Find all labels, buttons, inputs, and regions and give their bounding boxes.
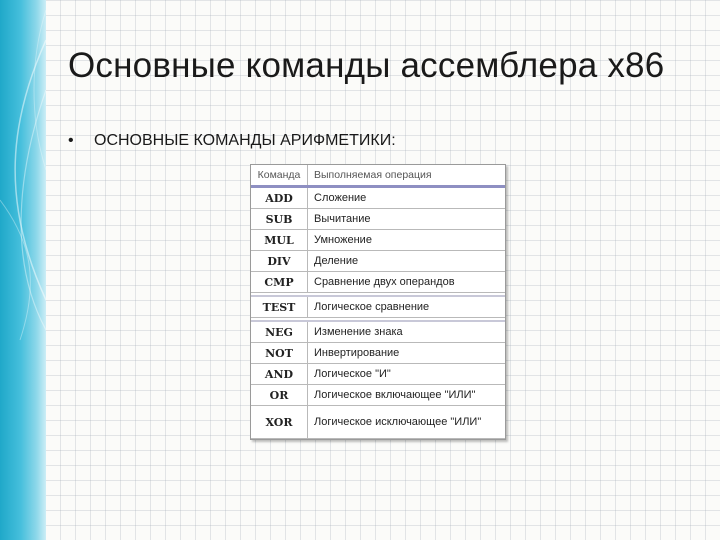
command-desc: Изменение знака	[314, 325, 403, 338]
table-row	[251, 251, 505, 272]
bullet-item	[68, 132, 396, 150]
command-desc: Логическое сравнение	[314, 300, 430, 313]
table-row	[251, 188, 505, 209]
command-code: NOT	[251, 343, 308, 363]
table-row	[251, 343, 505, 364]
command-code: AND	[251, 364, 308, 384]
header-command: Команда	[251, 165, 308, 185]
command-code: CMP	[251, 272, 308, 292]
command-desc: Деление	[314, 254, 359, 267]
table-header-row	[251, 165, 505, 188]
command-code: SUB	[251, 209, 308, 229]
table-row	[251, 272, 505, 293]
table-row	[251, 385, 505, 406]
command-desc: Сложение	[314, 191, 367, 204]
command-code: MUL	[251, 230, 308, 250]
table-row	[251, 295, 505, 318]
table-row	[251, 364, 505, 385]
table-row	[251, 406, 505, 439]
decorative-wave-lines	[0, 0, 46, 540]
command-desc: Логическое включающее "ИЛИ"	[314, 388, 476, 401]
command-code: ADD	[251, 188, 308, 208]
command-code: DIV	[251, 251, 308, 271]
table-row	[251, 230, 505, 251]
bullet-dot-icon: •	[68, 132, 74, 149]
command-desc: Умножение	[314, 233, 372, 246]
header-operation: Выполняемая операция	[314, 168, 432, 181]
bullet-text: ОСНОВНЫЕ КОМАНДЫ АРИФМЕТИКИ:	[94, 132, 396, 149]
command-code: OR	[251, 385, 308, 405]
command-code: NEG	[251, 322, 308, 342]
slide-title: Основные команды ассемблера х86	[68, 46, 665, 85]
command-code: TEST	[251, 297, 308, 317]
command-desc: Логическое исключающее "ИЛИ"	[314, 415, 482, 428]
command-desc: Вычитание	[314, 212, 371, 225]
command-desc: Сравнение двух операндов	[314, 275, 455, 288]
command-desc: Логическое "И"	[314, 367, 391, 380]
commands-table	[250, 164, 506, 440]
table-row	[251, 320, 505, 343]
table-row	[251, 209, 505, 230]
command-desc: Инвертирование	[314, 346, 400, 359]
decorative-side-band	[0, 0, 46, 540]
command-code: XOR	[251, 406, 308, 438]
